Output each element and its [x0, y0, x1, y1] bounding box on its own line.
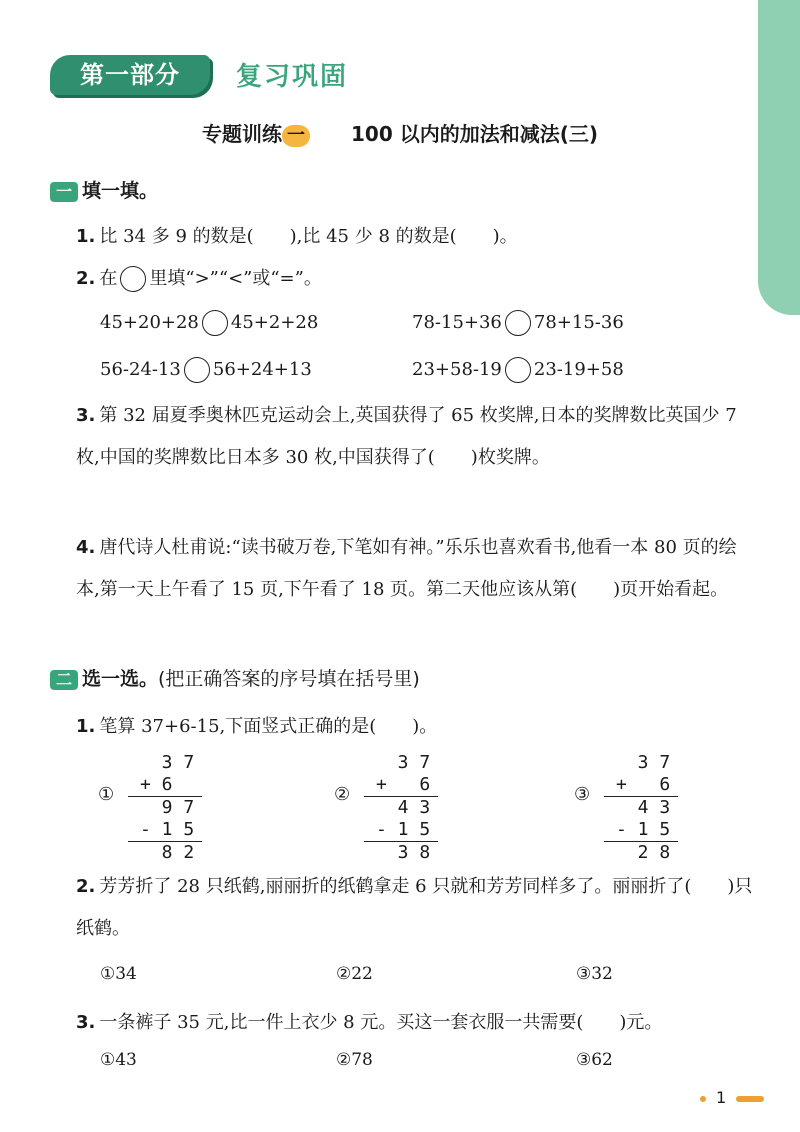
calc-row: + 6	[140, 774, 195, 795]
section-2-title: 选一选。	[82, 668, 159, 690]
compare-expression	[412, 357, 624, 383]
question-text: 在	[99, 268, 118, 289]
calc-row: 3 7	[616, 752, 671, 773]
answer-circle[interactable]	[202, 310, 228, 336]
question-text: 第 32 届夏季奥林匹克运动会上,英国获得了 65 枚奖牌,日本的奖牌数比英国少 7 枚,中国的奖牌数比日本多 30 枚,中国获得了( )枚奖牌。	[76, 405, 737, 468]
expr-left: 45+20+28	[100, 312, 199, 333]
question-text: 笔算 37+6-15,下面竖式正确的是( )。	[99, 716, 438, 737]
page-number	[700, 1088, 764, 1107]
calc-row: 9 7	[140, 797, 195, 818]
part-subtitle: 复习巩固	[236, 62, 349, 92]
topic-title	[0, 118, 800, 147]
calc-row: + 6	[616, 774, 671, 795]
s2-question-1	[76, 712, 437, 738]
calc-row: 3 7	[376, 752, 431, 773]
expr-right: 56+24+13	[212, 359, 312, 380]
expr-right: 23-19+58	[533, 359, 624, 380]
topic-prefix: 专题训练	[202, 122, 283, 146]
answer-circle[interactable]	[505, 357, 531, 383]
section-1-heading	[50, 176, 158, 203]
section-1-badge: 一	[50, 182, 78, 202]
s1-question-1	[76, 222, 518, 248]
page-number-text: 1	[716, 1088, 727, 1107]
section-2-note: (把正确答案的序号填在括号里)	[158, 668, 420, 690]
calc-row: 4 3	[376, 797, 431, 818]
choice-option[interactable]: ①34	[100, 964, 137, 984]
question-text: 里填“>”“<”或“=”。	[149, 268, 322, 289]
question-number: 3.	[76, 1012, 96, 1033]
option-label: ②	[334, 784, 351, 805]
part-banner: 第一部分	[50, 55, 210, 95]
option-label: ③	[574, 784, 591, 805]
vertical-calc-option-3	[576, 752, 678, 864]
calc-row: 3 7	[140, 752, 195, 773]
expr-left: 78-15+36	[412, 312, 502, 333]
vertical-calc-option-1	[100, 752, 202, 864]
calc-row: + 6	[376, 774, 431, 795]
calc-row: - 1 5	[140, 819, 195, 840]
question-number: 2.	[76, 268, 96, 289]
expr-right: 45+2+28	[230, 312, 319, 333]
calc-row: 8 2	[140, 842, 195, 863]
answer-circle[interactable]	[505, 310, 531, 336]
choice-option[interactable]: ③62	[576, 1050, 613, 1070]
option-label: ①	[98, 784, 115, 805]
calc-row: 4 3	[616, 797, 671, 818]
question-number: 4.	[76, 537, 96, 558]
topic-number: 一	[282, 125, 310, 147]
question-text: 一条裤子 35 元,比一件上衣少 8 元。买这一套衣服一共需要( )元。	[99, 1012, 663, 1033]
expr-left: 56-24-13	[100, 359, 181, 380]
question-text: 芳芳折了 28 只纸鹤,丽丽折的纸鹤拿走 6 只就和芳芳同样多了。丽丽折了( )只纸鹤。	[76, 876, 753, 939]
calc-row: - 1 5	[376, 819, 431, 840]
calc-row: - 1 5	[616, 819, 671, 840]
calc-row: 3 8	[376, 842, 431, 863]
compare-expression	[100, 357, 312, 383]
question-text: 唐代诗人杜甫说:“读书破万卷,下笔如有神。”乐乐也喜欢看书,他看一本 80 页的绘本,第一天上午看了 15 页,下午看了 18 页。第二天他应该从第( )页开始看起。	[76, 537, 737, 600]
section-2-heading	[50, 664, 420, 691]
s2-question-2	[76, 866, 756, 950]
compare-expression	[100, 310, 318, 336]
s2-question-3	[76, 1008, 662, 1034]
s1-question-4	[76, 527, 756, 611]
side-tab-decoration	[758, 0, 800, 315]
question-number: 1.	[76, 716, 96, 737]
answer-circle[interactable]	[184, 357, 210, 383]
choice-option[interactable]: ①43	[100, 1050, 137, 1070]
section-2-badge: 二	[50, 670, 78, 690]
question-number: 1.	[76, 226, 96, 247]
compare-expression	[412, 310, 624, 336]
choice-option[interactable]: ②78	[336, 1050, 373, 1070]
compare-circle-icon	[120, 266, 146, 292]
expr-right: 78+15-36	[533, 312, 624, 333]
question-number: 3.	[76, 405, 96, 426]
section-1-title: 填一填。	[82, 180, 159, 202]
choice-option[interactable]: ②22	[336, 964, 373, 984]
s1-question-2	[76, 264, 322, 292]
page-dot-icon	[700, 1096, 706, 1102]
calc-row: 2 8	[616, 842, 671, 863]
expr-left: 23+58-19	[412, 359, 502, 380]
topic-heading: 100 以内的加法和减法(三)	[350, 122, 598, 146]
page-bar-icon	[736, 1096, 764, 1102]
s1-question-3	[76, 395, 756, 479]
question-number: 2.	[76, 876, 96, 897]
vertical-calc-option-2	[336, 752, 438, 864]
question-text: 比 34 多 9 的数是( ),比 45 少 8 的数是( )。	[99, 226, 518, 247]
choice-option[interactable]: ③32	[576, 964, 613, 984]
